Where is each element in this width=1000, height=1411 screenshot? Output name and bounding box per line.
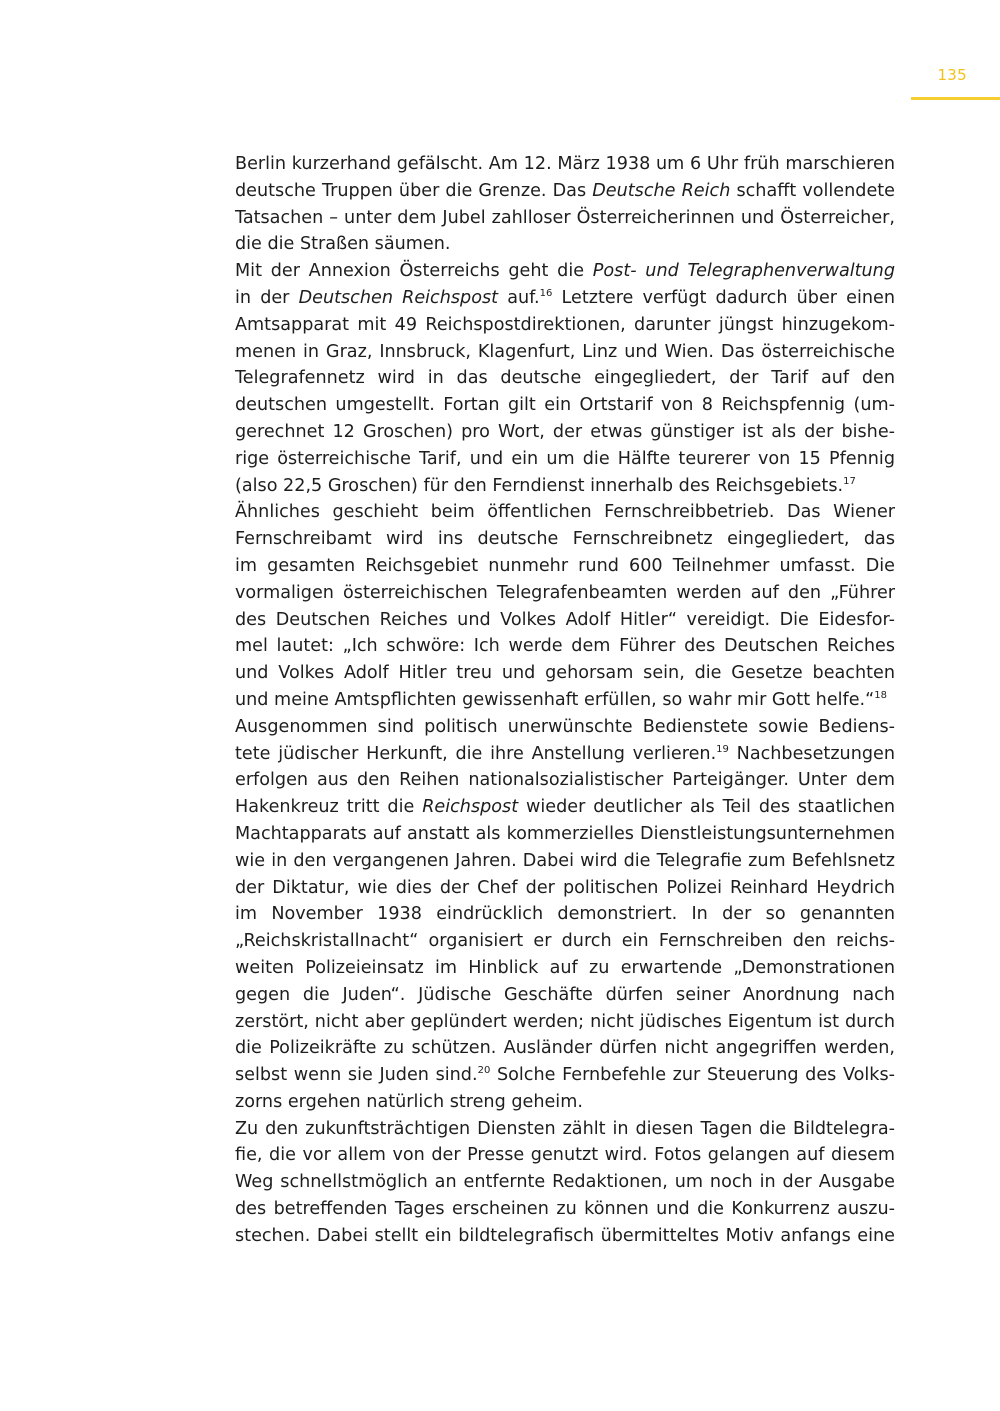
text-line: Ausgenommen sind politisch unerwünschte Bedienstete sowie Bediens- (235, 716, 895, 737)
italic-term: Deutschen Reichspost (298, 287, 499, 308)
italic-term: Reichspost (422, 797, 519, 818)
text-line: deutsche Truppen über die Grenze. Das Deutsche Reich schafft vollendete (235, 180, 895, 201)
italic-term: Deutsche Reich (592, 180, 731, 201)
text-line: in der Deutschen Reichspost auf.$^{16}$ Letztere verfügt dadurch über einen (235, 287, 896, 308)
text-line: selbst wenn sie Juden sind.$^{20}$ Solche Fernbefehle zur Steuerung des Volks- (235, 1065, 896, 1086)
text-line: die Polizeikräfte zu schützen. Ausländer dürfen nicht angegriffen werden, (235, 1038, 895, 1059)
text-line: Mit der Annexion Österreichs geht die Post- und Telegraphenverwaltung (235, 261, 895, 282)
text-line: Telegrafennetz wird in das deutsche eingegliedert, der Tarif auf den (235, 368, 895, 389)
text-line: Weg schnellstmöglich an entfernte Redaktionen, um noch in der Ausgabe (235, 1172, 895, 1193)
text-line: menen in Graz, Innsbruck, Klagenfurt, Linz und Wien. Das österreichische (235, 341, 895, 362)
text-line: des Deutschen Reiches und Volkes Adolf Hitler“ vereidigt. Die Eidesfor- (235, 609, 895, 630)
text-line: im November 1938 eindrücklich demonstriert. In der so genannten (235, 904, 895, 925)
text-line: vormaligen österreichischen Telegrafenbeamten werden auf den „Führer (235, 582, 895, 603)
text-line: Amtsapparat mit 49 Reichspostdirektionen, darunter jüngst hinzugekom- (235, 314, 895, 335)
footnote-ref: 19 (716, 743, 729, 755)
text-line: gerechnet 12 Groschen) pro Wort, der etwas günstiger ist als der bishe- (235, 421, 895, 442)
text-line: im gesamten Reichsgebiet nunmehr rund 600 Teilnehmer umfasst. Die (235, 555, 895, 576)
text-line: (also 22,5 Groschen) für den Ferndienst innerhalb des Reichsgebiets.$^{17}$ (235, 475, 856, 496)
text-line: Ähnliches geschieht beim öffentlichen Fernschreibbetrieb. Das Wiener (235, 502, 895, 523)
text-line: weiten Polizeieinsatz im Hinblick auf zu erwartende „Demonstrationen (235, 957, 895, 978)
text-line: erfolgen aus den Reihen nationalsozialistischer Parteigänger. Unter dem (235, 770, 895, 791)
text-line: Hakenkreuz tritt die Reichspost wieder deutlicher als Teil des staatlichen (235, 797, 895, 818)
footnote-ref: 18 (874, 689, 888, 701)
text-line: Berlin kurzerhand gefälscht. Am 12. März 1938 um 6 Uhr früh marschieren (235, 154, 895, 174)
header-rule (911, 97, 1000, 100)
text-line: fie, die vor allem von der Presse genutzt wird. Fotos gelangen auf diesem (235, 1145, 895, 1166)
page-number: 135 (937, 66, 967, 84)
text-line: „Reichskristallnacht“ organisiert er durch ein Fernschreiben den reichs- (235, 931, 895, 952)
text-line: gegen die Juden“. Jüdische Geschäfte dürfen seiner Anordnung nach (235, 984, 895, 1005)
text-line: und meine Amtspflichten gewissenhaft erfüllen, so wahr mir Gott helfe.“$^{18}$ (235, 689, 888, 710)
text-line: des betreffenden Tages erscheinen zu können und die Konkurrenz auszu- (235, 1199, 895, 1220)
text-line: Fernschreibamt wird ins deutsche Fernschreibnetz eingegliedert, das (235, 529, 895, 550)
text-line: rige österreichische Tarif, und ein um die Hälfte teurerer von 15 Pfennig (235, 448, 895, 469)
footnote-ref: 17 (843, 475, 856, 487)
text-line: Zu den zukunftsträchtigen Diensten zählt in diesen Tagen die Bildtelegra- (235, 1118, 895, 1139)
text-line: und Volkes Adolf Hitler treu und gehorsam sein, die Gesetze beachten (235, 663, 895, 684)
body-text (235, 151, 895, 1250)
text-line: Tatsachen – unter dem Jubel zahlloser Österreicherinnen und Österreicher, (235, 207, 895, 228)
italic-term: Post- und Telegraphenverwaltung (592, 261, 895, 282)
text-line: zorns ergehen natürlich streng geheim. (235, 1091, 583, 1112)
text-line: die die Straßen säumen. (235, 234, 451, 255)
text-line: der Diktatur, wie dies der Chef der politischen Polizei Reinhard Heydrich (235, 877, 895, 898)
text-line: wie in den vergangenen Jahren. Dabei wird die Telegrafie zum Befehlsnetz (235, 850, 895, 871)
footnote-ref: 16 (539, 287, 553, 299)
text-line: stechen. Dabei stellt ein bildtelegrafisch übermitteltes Motiv anfangs eine (235, 1225, 895, 1246)
text-line: tete jüdischer Herkunft, die ihre Anstellung verlieren.$^{19}$ Nachbesetzungen (235, 743, 895, 764)
text-line: deutschen umgestellt. Fortan gilt ein Ortstarif von 8 Reichspfennig (um- (235, 395, 895, 416)
text-line: zerstört, nicht aber geplündert werden; nicht jüdisches Eigentum ist durch (235, 1011, 895, 1032)
text-line: Machtapparats auf anstatt als kommerzielles Dienstleistungsunternehmen (235, 823, 895, 844)
footnote-ref: 20 (477, 1065, 491, 1077)
text-line: mel lautet: „Ich schwöre: Ich werde dem Führer des Deutschen Reiches (235, 636, 895, 657)
